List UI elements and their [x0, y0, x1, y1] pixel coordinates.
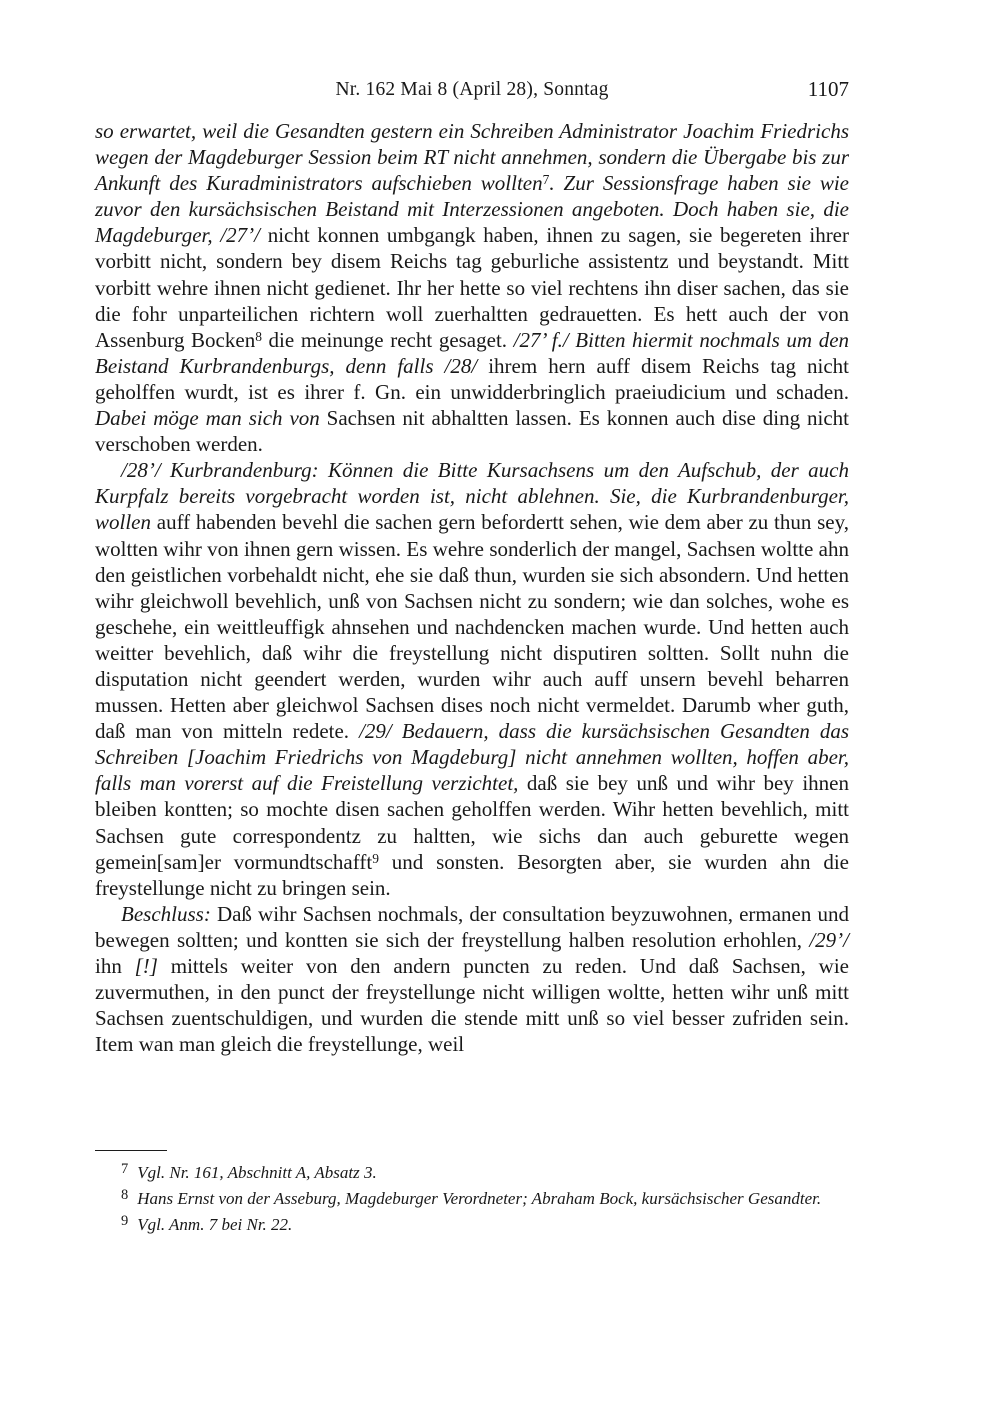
footnote-block — [95, 1150, 849, 1237]
footnote-text: Hans Ernst von der Asseburg, Magdeburger Verordneter; Abraham Bock, kursächsischer Gesandter. — [137, 1188, 822, 1208]
paragraph — [95, 457, 849, 901]
text-run: so erwartet, weil die Gesandten gestern ein Schreiben Administrator Joachim Friedrichs wegen der Magdeburger Session beim RT nicht annehmen, sondern die Übergabe bis zur Ankunft des Kuradministrators aufschieben wollten — [95, 119, 849, 196]
text-run: und sonsten. Besorgten aber, sie wurden ahn die freystellunge nicht zu bringen sein. — [95, 849, 849, 900]
footnote-marker: 9 — [121, 1212, 129, 1229]
text-run: Beschluss: — [121, 901, 217, 926]
paragraph — [95, 118, 849, 457]
text-run: ihn — [95, 954, 135, 978]
text-run: /27’ f./ Bitten hiermit nochmals um den Beistand Kurbrandenburgs, denn falls /28/ — [95, 327, 850, 378]
footnote-separator — [95, 1150, 167, 1151]
text-run: [!] — [134, 954, 171, 978]
text-run: nicht konnen umbgangk haben, ihnen zu sagen, sie begereten ihrer vorbitt nicht, sondern bey disem Reichs tag geburliche assistentz und beystandt. Mitt vorbitt wehre ihnen nicht gedienet. Ihr her hette so viel rechtens ihn diser sachen, das sie die fohr unparteilichen richtern woll zuerhaltten gedrauetten. Es hett auch der von Assenburg Bocken — [95, 223, 849, 352]
text-run: Sachsen nit abhaltten lassen. Es konnen auch dise ding nicht verschoben werden. — [95, 406, 849, 457]
text-run: mittels weiter von den andern puncten zu reden. Und daß Sachsen, wie zuvermuthen, in den punct der freystellunge nicht willigen woltte, hetten wihr unß mitt Sachsen zuentschuldigen, und wurden die stende mitt unß so viel besser zufriden sein. Item wan man gleich die freystellunge, weil — [95, 954, 849, 1057]
footnote-text: Vgl. Anm. 7 bei Nr. 22. — [137, 1214, 293, 1234]
page-number: 1107 — [807, 77, 849, 101]
footnote-ref-9: 9 — [372, 850, 379, 866]
footnote-ref-7: 7 — [542, 172, 550, 188]
text-run: Daß wihr Sachsen nochmals, der consultation beyzuwohnen, ermanen und bewegen soltten; und kontten sie sich der freystellung halben resolution erhohlen, — [95, 901, 849, 952]
footnote-marker: 8 — [121, 1186, 129, 1203]
text-run: /29’/ — [809, 927, 849, 952]
text-run: Dabei möge man sich von — [95, 406, 327, 431]
text-run: die meinunge recht gesaget. — [261, 327, 514, 352]
text-block — [95, 78, 849, 1057]
text-run: /28’/ Kurbrandenburg: Können die Bitte Kursachsens um den Aufschub, der auch Kurpfalz bereits vorgebracht worden ist, nicht ablehnen. Sie, die Kurbrandenburger, wollen — [95, 458, 849, 535]
paragraph — [95, 901, 849, 1058]
page-header — [95, 78, 849, 102]
text-run: /29/ Bedauern, dass die kursächsischen Gesandten das Schreiben [Joachim Friedrichs von Magdeburg] nicht annehmen wollten, hoffen aber, falls man vorerst auf die Freistellung verzichtet, — [95, 719, 850, 796]
footnote — [95, 1160, 849, 1186]
footnote — [95, 1212, 849, 1238]
footnote-text: Vgl. Nr. 161, Abschnitt A, Absatz 3. — [137, 1163, 377, 1182]
footnote-ref-8: 8 — [255, 328, 262, 344]
body-text — [95, 118, 849, 1057]
footnote — [95, 1186, 849, 1212]
text-run: daß sie bey unß und wihr bey ihnen bleiben kontten; so mochte disen sachen geholffen werden. Wihr hetten bevehlich, mitt Sachsen gute correspondentz zu haltten, wie sichs dan auch geburette wegen gemein[sam]er vormundtschafft — [95, 771, 849, 874]
footnote-marker: 7 — [121, 1160, 129, 1177]
running-head: Nr. 162 Mai 8 (April 28), Sonntag — [335, 79, 609, 100]
text-run: auff habenden bevehl die sachen gern befordertt sehen, wie dem aber zu thun sey, woltten wihr von ihnen gern wissen. Es wehre sonderlich der mangel, Sachsen woltte ahn den geistlichen vorbehaldt nicht, ehe sie daß thun, wurden sie sich absondern. Und hetten wihr gleichwoll bevehlich, unß von Sachsen nicht zu sondern; wie dan solches, wohe es geschehe, ein weittleuffigk ahnsehen und nachdencken machen wurde. Und hetten auch weitter bevehlich, daß wihr die freystellung nicht disputiren soltten. Sollt nuhn die disputation nicht geendert werden, wurden wihr auch auff unsern bevehl beharren mussen. Hetten aber gleichwol Sachsen dises noch nicht vermeldet. Darumb wher guth, daß man von mitteln redete. — [95, 510, 849, 744]
text-run: . Zur Sessionsfrage haben sie wie zuvor den kursächsischen Beistand mit Interzessionen angeboten. Doch haben sie, die Magdeburger, /27’/ — [95, 171, 849, 248]
text-run: ihrem hern auff disem Reichs tag nicht geholffen wurdt, ist es ihrer f. Gn. ein unwidderbringlich praeiudicium und schaden. — [95, 353, 849, 404]
